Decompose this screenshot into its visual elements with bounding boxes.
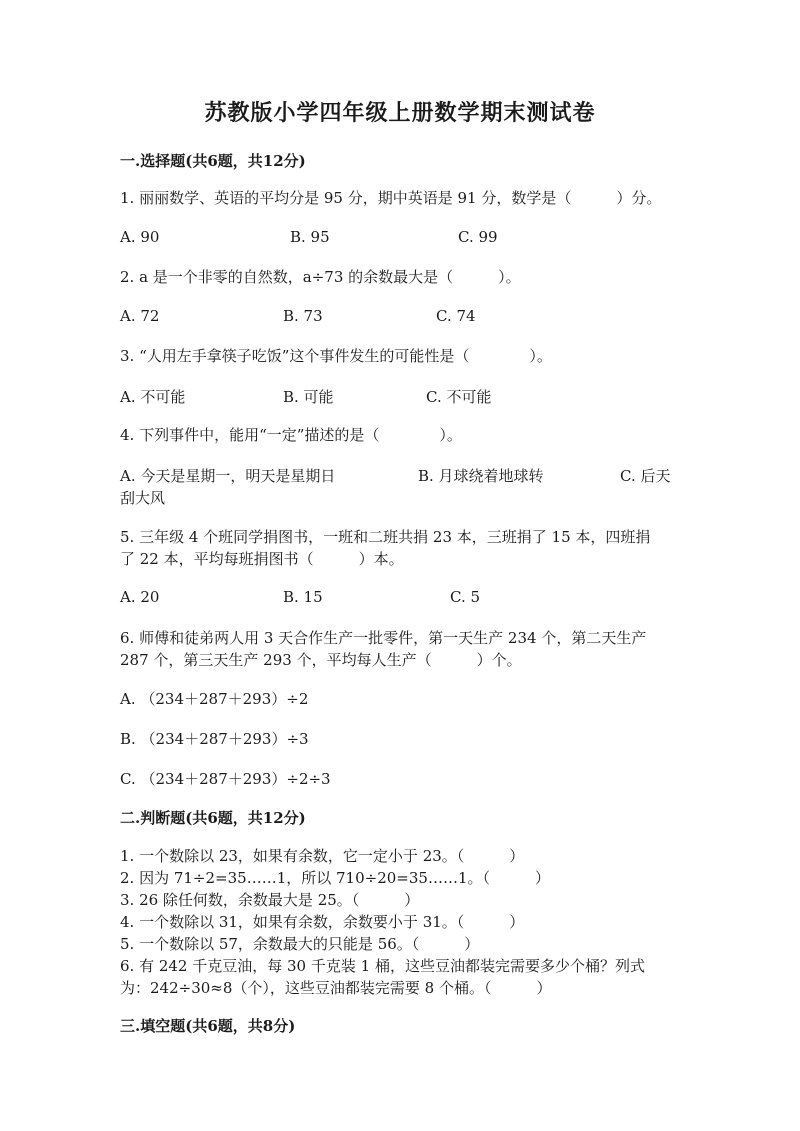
q5-option-b: B. 15 — [283, 588, 323, 606]
question-5-line-1: 5. 三年级 4 个班同学捐图书，一班和二班共捐 23 本，三班捐了 15 本，四班捐 — [120, 528, 651, 546]
question-6-line-1: 6. 师傅和徒弟两人用 3 天合作生产一批零件，第一天生产 234 个，第二天生产 — [120, 629, 647, 647]
question-5-line-2: 了 22 本，平均每班捐图书（ ）本。 — [120, 550, 404, 568]
q4-option-a: A. 今天是星期一，明天是星期日 — [120, 467, 336, 485]
judge-item-5: 5. 一个数除以 57，余数最大的只能是 56。（ ） — [120, 935, 480, 953]
q5-option-a: A. 20 — [120, 588, 160, 606]
q4-option-c-continued: 刮大风 — [120, 489, 166, 507]
judge-item-6-line-2: 为：242÷30≈8（个），这些豆油都装完需要 8 个桶。（ ） — [120, 979, 552, 997]
section-heading-multiple-choice: 一.选择题(共6题，共12分) — [120, 152, 306, 170]
question-4: 4. 下列事件中，能用“一定”描述的是（ ）。 — [120, 426, 462, 444]
q3-option-c: C. 不可能 — [426, 388, 492, 406]
q1-option-c: C. 99 — [458, 228, 498, 246]
q6-option-b: B. （234＋287＋293）÷3 — [120, 730, 309, 748]
judge-item-3: 3. 26 除任何数，余数最大是 25。（ ） — [120, 891, 420, 909]
judge-item-1: 1. 一个数除以 23，如果有余数，它一定小于 23。（ ） — [120, 847, 525, 865]
q1-option-b: B. 95 — [290, 228, 330, 246]
q2-option-c: C. 74 — [436, 307, 476, 325]
q5-option-c: C. 5 — [450, 588, 481, 606]
question-3: 3. “人用左手拿筷子吃饭”这个事件发生的可能性是（ ）。 — [120, 347, 552, 365]
question-1: 1. 丽丽数学、英语的平均分是 95 分，期中英语是 91 分，数学是（ ）分。 — [120, 189, 662, 207]
q1-option-a: A. 90 — [120, 228, 160, 246]
page-title: 苏教版小学四年级上册数学期末测试卷 — [204, 100, 596, 126]
judge-item-4: 4. 一个数除以 31，如果有余数，余数要小于 31。（ ） — [120, 913, 525, 931]
q4-option-b: B. 月球绕着地球转 — [418, 467, 544, 485]
q2-option-a: A. 72 — [120, 307, 160, 325]
q3-option-b: B. 可能 — [283, 388, 334, 406]
q3-option-a: A. 不可能 — [120, 388, 186, 406]
q2-option-b: B. 73 — [283, 307, 323, 325]
judge-item-2: 2. 因为 71÷2=35……1，所以 710÷20=35……1。（ ） — [120, 869, 550, 887]
judge-item-6-line-1: 6. 有 242 千克豆油，每 30 千克装 1 桶，这些豆油都装完需要多少个桶？列式 — [120, 957, 645, 975]
section-heading-fill-blank: 三.填空题(共6题，共8分) — [120, 1017, 296, 1035]
q4-option-c: C. 后天 — [620, 467, 671, 485]
section-heading-true-false: 二.判断题(共6题，共12分) — [120, 809, 306, 827]
q6-option-c: C. （234＋287＋293）÷2÷3 — [120, 770, 331, 788]
q6-option-a: A. （234＋287＋293）÷2 — [120, 690, 309, 708]
question-6-line-2: 287 个，第三天生产 293 个，平均每人生产（ ）个。 — [120, 651, 522, 669]
question-2: 2. a 是一个非零的自然数，a÷73 的余数最大是（ ）。 — [120, 268, 521, 286]
